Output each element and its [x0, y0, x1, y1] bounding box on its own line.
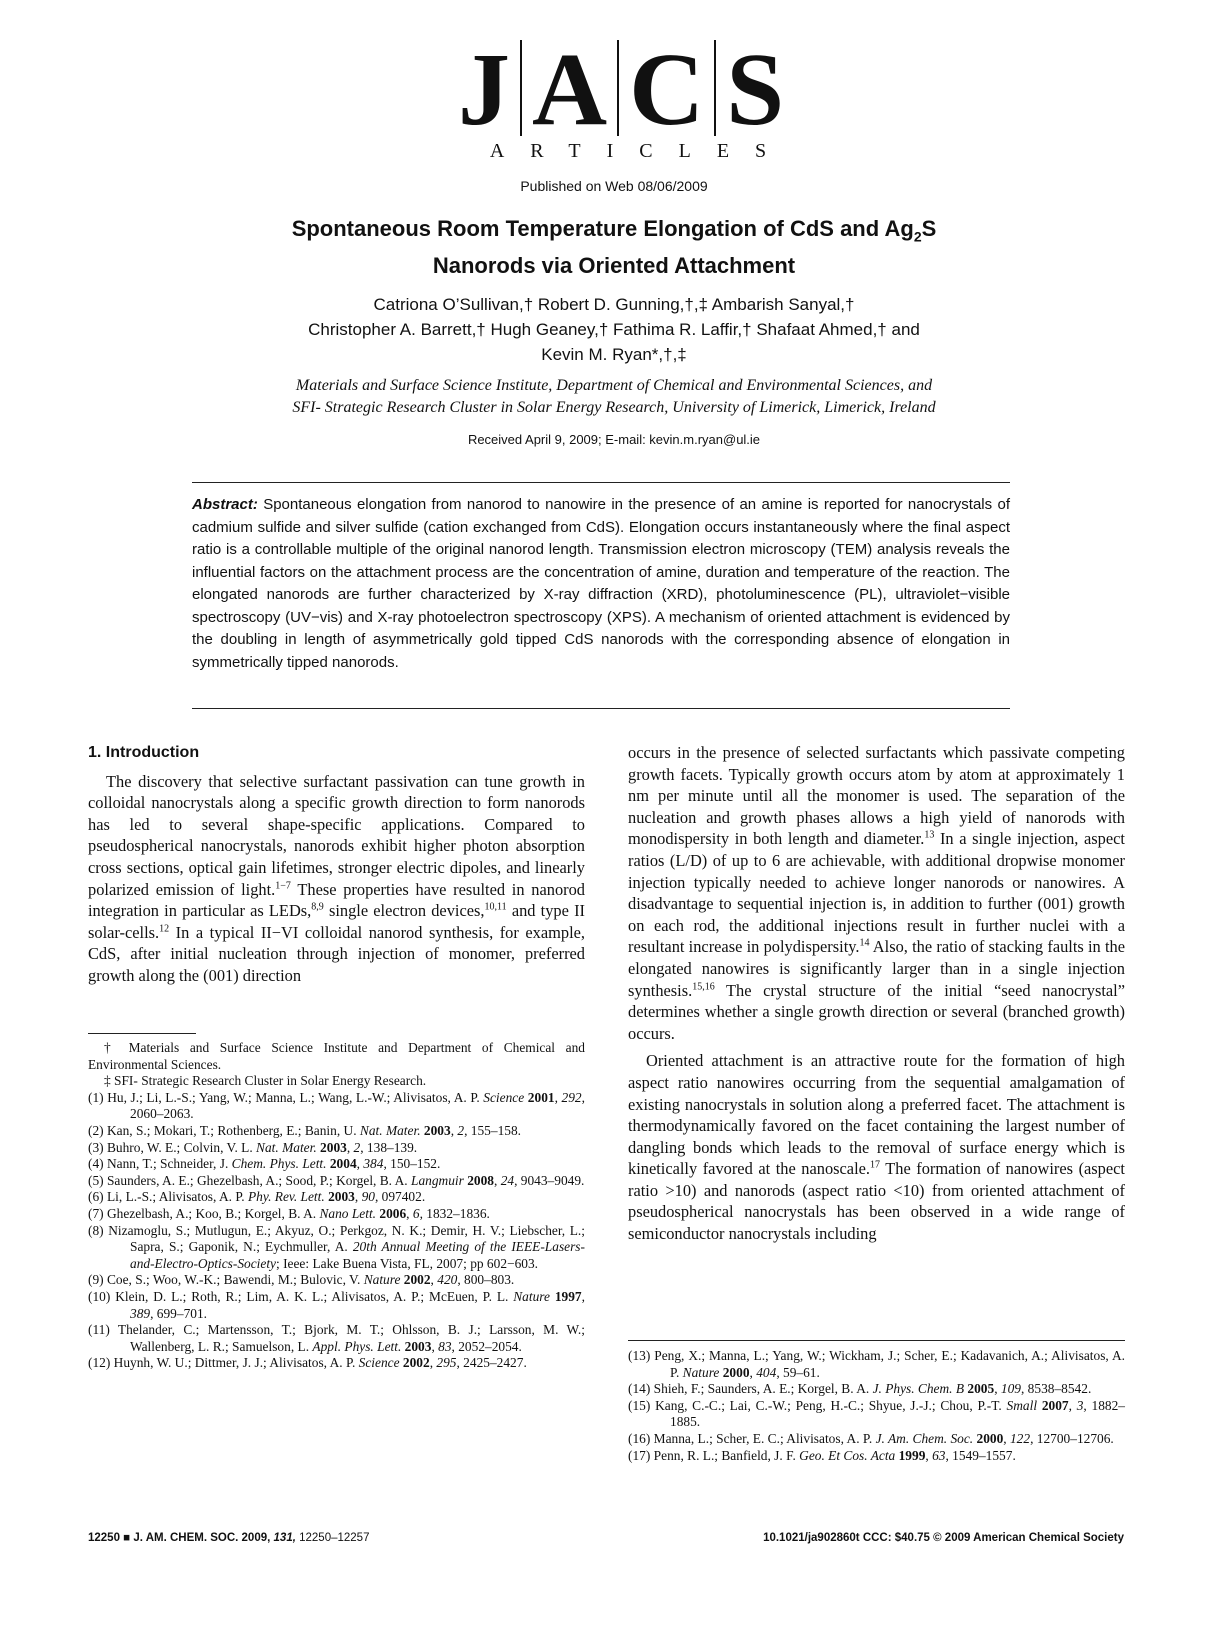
ref-pages: , 800–803.: [457, 1272, 515, 1288]
ref-pages: ; Ieee: Lake Buena Vista, FL, 2007; pp 602−603.: [276, 1255, 539, 1271]
ref-journal: Nat. Mater.: [256, 1139, 317, 1155]
ref-number: (6): [88, 1189, 104, 1205]
citation: 13: [924, 829, 935, 841]
reference-item: (13) Peng, X.; Manna, L.; Yang, W.; Wickham, J.; Scher, E.; Kadavanich, A.; Alivisatos, A. P. Nature 2000, 404, 59–61.: [628, 1348, 1125, 1380]
reference-item: (6) Li, L.-S.; Alivisatos, A. P. Phy. Rev. Lett. 2003, 90, 097402.: [88, 1189, 426, 1205]
ref-volume: 3: [1076, 1397, 1084, 1413]
logo-articles: ARTICLES: [489, 140, 793, 162]
ref-year: 2006: [379, 1205, 407, 1221]
ref-pages: , 2052–2054.: [451, 1338, 522, 1354]
ref-pages: , 1549–1557.: [945, 1447, 1016, 1463]
ref-year: 2001: [527, 1089, 555, 1105]
footnote: ‡ SFI- Strategic Research Cluster in Solar Energy Research.: [104, 1073, 427, 1089]
ref-volume: 83: [438, 1338, 452, 1354]
ref-volume: 292: [561, 1089, 582, 1105]
ref-journal: Nature: [682, 1364, 720, 1380]
author-line: Kevin M. Ryan*,†,‡: [541, 345, 687, 364]
ref-authors: Ghezelbash, A.; Koo, B.; Korgel, B. A.: [106, 1205, 320, 1221]
right-refs-rule: [628, 1340, 1125, 1341]
ref-pages: , 9043–9049.: [514, 1172, 585, 1188]
ref-authors: Buhro, W. E.; Colvin, V. L.: [106, 1139, 257, 1155]
ref-year: 2004: [329, 1156, 357, 1172]
text-run: Also, the ratio of stacking faults in the elongated nanowires is significantly larger than in a single injection synthesis.: [628, 937, 1126, 1000]
ref-pages: , 1832–1836.: [419, 1205, 490, 1221]
footnote-rule: [88, 1033, 196, 1034]
affiliation-line: Materials and Surface Science Institute, Department of Chemical and Environmental Sciences, and: [295, 377, 933, 394]
ref-year: 2003: [404, 1338, 432, 1354]
ref-number: (14): [628, 1381, 651, 1397]
title-subscript: 2: [913, 228, 922, 245]
title-part: Spontaneous Room Temperature Elongation of CdS and Ag: [291, 216, 914, 241]
ref-authors: Kang, C.-C.; Lai, C.-W.; Peng, H.-C.; Shyue, J.-J.; Chou, P.-T.: [655, 1397, 1007, 1413]
affiliation: [150, 375, 1078, 419]
ref-volume: 389: [130, 1305, 151, 1321]
reference-item: (4) Nann, T.; Schneider, J. Chem. Phys. Lett. 2004, 384, 150–152.: [88, 1156, 441, 1172]
text-run: These properties have resulted in nanorod integration in particular as LEDs,: [88, 879, 586, 921]
footer-page: 12250: [88, 1532, 120, 1544]
right-references: [628, 1348, 1125, 1464]
ref-journal: 20th Annual Meeting of the IEEE-Lasers-and-Electro-Optics-Society: [130, 1239, 585, 1271]
ref-number: (4): [88, 1156, 104, 1172]
logo-divider: [714, 40, 716, 136]
logo-divider: [520, 40, 522, 136]
section-heading: 1. Introduction: [88, 744, 200, 761]
citation: 12: [159, 923, 170, 935]
ref-year: 1999: [898, 1447, 926, 1463]
ref-authors: Manna, L.; Scher, E. C.; Alivisatos, A. P.: [653, 1430, 876, 1446]
ref-pages: , 2425–2427.: [456, 1355, 527, 1371]
ref-year: 2003: [423, 1122, 451, 1138]
citation: 1−7: [275, 880, 291, 892]
logo-letter: C: [629, 32, 705, 147]
jacs-logo: [436, 32, 806, 162]
affiliation-line: SFI- Strategic Research Cluster in Solar Energy Research, University of Limerick, Limerick, Ireland: [292, 399, 936, 416]
ref-journal: Nature: [513, 1288, 550, 1304]
ref-journal: Small: [1006, 1397, 1038, 1413]
citation: 17: [870, 1159, 880, 1171]
reference-item: (10) Klein, D. L.; Roth, R.; Lim, A. K. L.; Alivisatos, A. P.; McEuen, P. L. Nature 1997, 389, 699–701.: [88, 1288, 585, 1321]
ref-volume: 2: [353, 1139, 361, 1155]
logo-letter: S: [726, 32, 785, 147]
footnote: † Materials and Surface Science Institute and Department of Chemical and Environmental Sciences.: [88, 1040, 585, 1072]
footer-pages: 12250–12257: [299, 1532, 370, 1544]
author-line: Christopher A. Barrett,† Hugh Geaney,† Fathima R. Laffir,† Shafaat Ahmed,† and: [308, 320, 920, 339]
left-references: [88, 1040, 585, 1372]
published-date: Published on Web 08/06/2009: [520, 178, 708, 194]
ref-volume: 90: [361, 1189, 375, 1205]
reference-item: (2) Kan, S.; Mokari, T.; Rothenberg, E.; Banin, U. Nat. Mater. 2003, 2, 155–158.: [88, 1122, 522, 1138]
text-run: Oriented attachment is an attractive route for the formation of high aspect ratio nanowires occurring from the sequential amalgamation of existing nanocrystals in solution along a preferred facet. The attachment is thermodynamically favored on the facet containing the largest number of dangling bonds which leads to the removal of surface energy which is kinetically favored at the nanoscale.: [628, 1051, 1125, 1179]
ref-journal: Chem. Phys. Lett.: [231, 1156, 327, 1172]
left-column: [88, 742, 585, 987]
ref-authors: Thelander, C.; Martensson, T.; Bjork, M. T.; Ohlsson, B. J.; Larsson, M. W.; Wallenberg, L. R.; Samuelson, L.: [117, 1322, 585, 1354]
ref-number: (17): [628, 1447, 651, 1463]
ref-number: (10): [88, 1288, 111, 1304]
ref-volume: 404: [756, 1364, 777, 1380]
abstract-text: Spontaneous elongation from nanorod to nanowire in the presence of an amine is reported for nanocrystals of cadmium sulfide and silver sulfide (cation exchanged from CdS). Elongation occurs instantaneously where the final aspect ratio is a controllable multiple of the original nanorod length. Transmission electron microscopy (TEM) analysis reveals the influential factors on the attachment process are the concentration of amine, duration and temperature of the reaction. The elongated nanorods are further characterized by X-ray diffraction (XRD), photoluminescence (PL), ultraviolet−visible spectroscopy (UV−vis) and X-ray photoelectron spectroscopy (XPS). A mechanism of oriented attachment is evidenced by the doubling in length of asymmetrically gold tipped CdS nanorods with the corresponding absence of elongation in symmetrically tipped nanorods.: [192, 496, 1010, 671]
ref-volume: 63: [932, 1447, 946, 1463]
reference-item: (11) Thelander, C.; Martensson, T.; Bjork, M. T.; Ohlsson, B. J.; Larsson, M. W.; Wallenberg, L. R.; Samuelson, L. Appl. Phys. Lett. 2003, 83, 2052–2054.: [88, 1322, 585, 1354]
ref-number: (2): [88, 1122, 104, 1138]
ref-number: (3): [88, 1139, 104, 1155]
ref-journal: Nat. Mater.: [359, 1122, 421, 1138]
ref-year: 2007: [1041, 1397, 1069, 1413]
logo-letter: J: [457, 32, 510, 147]
abstract-top-rule: [192, 482, 1010, 483]
ref-journal: Science: [358, 1355, 400, 1371]
ref-journal: Nature: [363, 1272, 401, 1288]
ref-year: 2003: [328, 1189, 355, 1205]
ref-pages: , 097402.: [374, 1189, 426, 1205]
abstract: [192, 494, 1010, 674]
ref-year: 2003: [320, 1139, 347, 1155]
ref-year: 1997: [554, 1288, 582, 1304]
right-column: [628, 742, 1125, 1245]
intro-paragraph: [88, 771, 585, 987]
ref-journal: Geo. Et Cos. Acta: [799, 1447, 896, 1463]
ref-journal: Science: [483, 1089, 525, 1105]
reference-item: (9) Coe, S.; Woo, W.-K.; Bawendi, M.; Bulovic, V. Nature 2002, 420, 800–803.: [88, 1272, 515, 1288]
article-title: [150, 214, 1078, 281]
logo-letters: [436, 32, 806, 147]
text-run: and type II solar-cells.: [88, 901, 585, 942]
ref-pages: , 2060–2063.: [130, 1089, 585, 1122]
ref-authors: Huynh, W. U.; Dittmer, J. J.; Alivisatos, A. P.: [113, 1355, 359, 1371]
ref-number: (15): [628, 1397, 651, 1413]
ref-volume: 295: [436, 1355, 457, 1371]
reference-item: (5) Saunders, A. E.; Ghezelbash, A.; Sood, P.; Korgel, B. A. Langmuir 2008, 24, 9043–9049.: [88, 1172, 585, 1188]
ref-authors: Klein, D. L.; Roth, R.; Lim, A. K. L.; Alivisatos, A. P.; McEuen, P. L.: [115, 1288, 514, 1304]
text-run: In a typical II−VI colloidal nanorod synthesis, for example, CdS, after initial nucleation through injection of monomer, preferred growth along the (001) direction: [88, 922, 585, 985]
citation: 10,11: [484, 901, 507, 913]
ref-authors: Nann, T.; Schneider, J.: [106, 1156, 232, 1172]
ref-year: 2000: [722, 1364, 750, 1380]
citation: 15,16: [692, 981, 715, 993]
ref-number: (9): [88, 1272, 104, 1288]
ref-volume: 2: [457, 1122, 465, 1138]
text-run: The discovery that selective surfactant passivation can tune growth in colloidal nanocrystals along a specific growth direction to form nanorods has led to several shape-specific applications. Compared to pseudospherical nanocrystals, nanorods exhibit higher photon absorption cross sections, optical gain lifetimes, stronger electric dipoles, and linearly polarized emission of light.: [88, 771, 585, 899]
author-list: [150, 292, 1078, 367]
ref-journal: Phy. Rev. Lett.: [247, 1189, 325, 1205]
text-run: occurs in the presence of selected surfactants which passivate competing growth facets. Typically growth occurs atom by atom at approximately 1 nm per minute until all the monomer is used. The separation of the nucleation and growth phases allows a high yield of nanorods with monodispersity in both length and diameter.: [628, 743, 1125, 849]
ref-number: (1): [88, 1089, 104, 1105]
ref-authors: Li, L.-S.; Alivisatos, A. P.: [106, 1189, 248, 1205]
ref-authors: Coe, S.; Woo, W.-K.; Bawendi, M.; Bulovic, V.: [106, 1272, 364, 1288]
text-run: The formation of nanowires (aspect ratio >10) and nanorods (aspect ratio <10) from oriented attachment of pseudospherical nanocrystals has been observed in a wide range of semiconductor nanocrystals including: [628, 1159, 1125, 1244]
ref-volume: 109: [1000, 1381, 1021, 1397]
ref-pages: , 150–152.: [383, 1156, 441, 1172]
citation: 8,9: [311, 901, 324, 913]
ref-pages: , 699–701.: [150, 1305, 208, 1321]
reference-item: (7) Ghezelbash, A.; Koo, B.; Korgel, B. A. Nano Lett. 2006, 6, 1832–1836.: [88, 1205, 490, 1221]
ref-year: 2005: [967, 1381, 995, 1397]
ref-authors: Peng, X.; Manna, L.; Yang, W.; Wickham, J.; Scher, E.; Kadavanich, A.; Alivisatos, A. P.: [654, 1348, 1125, 1380]
ref-number: (13): [628, 1348, 651, 1363]
ref-volume: 384: [363, 1156, 384, 1172]
title-part: S: [921, 216, 937, 241]
ref-pages: , 12700–12706.: [1030, 1430, 1114, 1446]
abstract-bottom-rule: [192, 708, 1010, 709]
ref-journal: Langmuir: [411, 1172, 464, 1188]
reference-item: [88, 1223, 585, 1273]
ref-authors: Kan, S.; Mokari, T.; Rothenberg, E.; Banin, U.: [106, 1122, 360, 1138]
footer-volume: 131,: [273, 1532, 296, 1544]
reference-item: (3) Buhro, W. E.; Colvin, V. L. Nat. Mater. 2003, 2, 138–139.: [88, 1139, 418, 1155]
ref-authors: Nizamoglu, S.; Mutlugun, E.; Akyuz, O.; Perkgoz, N. K.; Demir, H. V.; Liebscher, L.; Sapra, S.; Gaponik, N.; Eychmuller, A.: [108, 1222, 585, 1255]
ref-number: (5): [88, 1172, 104, 1188]
citation: 14: [859, 937, 870, 949]
body-paragraph: [628, 742, 1125, 1044]
text-run: The crystal structure of the initial “seed nanocrystal” determines whether a single growth direction or several (branched growth) occurs.: [628, 980, 1125, 1043]
reference-item: (16) Manna, L.; Scher, E. C.; Alivisatos, A. P. J. Am. Chem. Soc. 2000, 122, 12700–12706.: [628, 1430, 1114, 1446]
ref-year: 2000: [976, 1430, 1004, 1446]
abstract-label: Abstract:: [192, 496, 258, 513]
ref-volume: 6: [412, 1205, 420, 1221]
ref-journal: J. Phys. Chem. B: [872, 1381, 965, 1397]
ref-pages: , 1882–1885.: [670, 1397, 1125, 1430]
ref-number: (12): [88, 1355, 111, 1371]
ref-volume: 122: [1009, 1430, 1031, 1446]
text-run: In a single injection, aspect ratios (L/D) of up to 6 are achievable, with additional dropwise monomer injection typically needed to achieve longer nanorods or nanowires. A disadvantage to sequential injection is, in addition to further (001) growth on each rod, the additional injections result in further nuclei with a resultant increase in polydispersity.: [628, 829, 1125, 957]
ref-journal: J. Am. Chem. Soc.: [875, 1430, 974, 1446]
footer-right: 10.1021/ja902860t CCC: $40.75 © 2009 American Chemical Society: [763, 1532, 1124, 1544]
ref-authors: Shieh, F.; Saunders, A. E.; Korgel, B. A.: [653, 1381, 873, 1397]
footer-square: ■: [123, 1532, 131, 1544]
ref-authors: Hu, J.; Li, L.-S.; Yang, W.; Manna, L.; Wang, L.-W.; Alivisatos, A. P.: [107, 1089, 484, 1105]
ref-number: (8): [88, 1222, 104, 1238]
reference-item: (17) Penn, R. L.; Banfield, J. F. Geo. Et Cos. Acta 1999, 63, 1549–1557.: [628, 1447, 1016, 1463]
ref-authors: Penn, R. L.; Banfield, J. F.: [653, 1447, 800, 1463]
ref-pages: , 138–139.: [360, 1139, 418, 1155]
text-run: single electron devices,: [323, 901, 485, 921]
reference-item: (1) Hu, J.; Li, L.-S.; Yang, W.; Manna, L.; Wang, L.-W.; Alivisatos, A. P. Science 2001, 292, 2060–2063.: [88, 1089, 585, 1122]
ref-pages: , 155–158.: [464, 1122, 522, 1138]
body-paragraph: [628, 1050, 1125, 1244]
ref-year: 2008: [467, 1172, 494, 1188]
ref-journal: Nano Lett.: [319, 1205, 377, 1221]
ref-number: (11): [88, 1322, 110, 1338]
ref-year: 2002: [402, 1355, 430, 1371]
ref-journal: Appl. Phys. Lett.: [312, 1338, 402, 1354]
footer-journal: J. AM. CHEM. SOC. 2009,: [133, 1532, 271, 1544]
reference-item: (12) Huynh, W. U.; Dittmer, J. J.; Alivisatos, A. P. Science 2002, 295, 2425–2427.: [88, 1355, 527, 1371]
ref-number: (7): [88, 1205, 104, 1221]
author-line: Catriona O’Sullivan,† Robert D. Gunning,†,‡ Ambarish Sanyal,†: [373, 295, 855, 314]
received-email: Received April 9, 2009; E-mail: kevin.m.ryan@ul.ie: [467, 432, 761, 447]
ref-volume: 420: [437, 1272, 458, 1288]
reference-item: (15) Kang, C.-C.; Lai, C.-W.; Peng, H.-C.; Shyue, J.-J.; Chou, P.-T. Small 2007, 3, 1882–1885.: [628, 1397, 1125, 1430]
footer-left: [88, 1532, 369, 1544]
ref-pages: , 8538–8542.: [1020, 1381, 1092, 1397]
reference-item: (14) Shieh, F.; Saunders, A. E.; Korgel, B. A. J. Phys. Chem. B 2005, 109, 8538–8542.: [628, 1381, 1092, 1397]
logo-letter: A: [531, 32, 608, 147]
ref-year: 2002: [403, 1272, 431, 1288]
logo-divider: [617, 40, 619, 136]
ref-volume: 24: [500, 1172, 515, 1188]
title-line2: Nanorods via Oriented Attachment: [432, 253, 796, 279]
ref-number: (16): [628, 1430, 651, 1446]
ref-authors: Saunders, A. E.; Ghezelbash, A.; Sood, P.; Korgel, B. A.: [106, 1172, 411, 1188]
ref-pages: , 59–61.: [776, 1364, 820, 1380]
